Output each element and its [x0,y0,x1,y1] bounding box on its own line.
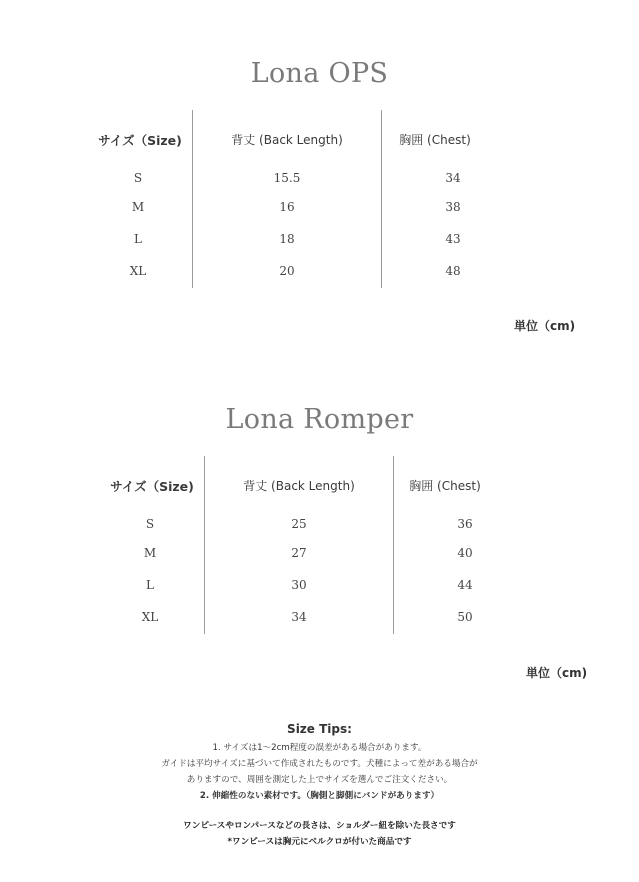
ops-title: Lona OPS [250,58,389,89]
size-tips-line-1: 1. サイズは1～2cm程度の誤差がある場合があります。 [212,743,427,753]
romper-row-m-size: M [143,546,157,560]
ops-row-l-chest: 43 [445,232,461,246]
romper-title: Lona Romper [225,404,414,435]
romper-row-s-back: 25 [291,517,307,531]
romper-row-l-size: L [146,578,154,592]
romper-row-l-back: 30 [291,578,307,592]
ops-header-chest: 胸囲 (Chest) [399,133,471,147]
ops-row-s-back: 15.5 [273,171,301,185]
ops-divider-1 [192,110,193,288]
romper-divider-2 [393,456,394,634]
romper-row-m-chest: 40 [457,546,473,560]
ops-header-back-length: 背丈 (Back Length) [231,133,343,147]
ops-header-size: サイズ（Size) [98,133,182,148]
ops-row-xl-back: 20 [279,264,295,278]
ops-row-xl-chest: 48 [445,264,461,278]
romper-row-xl-size: XL [141,610,159,624]
note-velcro: *ワンピースは胸元にベルクロが付いた商品です [227,837,412,847]
romper-header-chest: 胸囲 (Chest) [409,479,481,493]
romper-unit-label: 単位（cm) [526,666,588,680]
ops-unit-label: 単位（cm) [514,319,576,333]
product-notes [0,818,639,850]
romper-row-s-chest: 36 [457,517,473,531]
ops-row-m-chest: 38 [445,200,461,214]
ops-row-m-back: 16 [279,200,295,214]
ops-row-xl-size: XL [129,264,147,278]
size-tips-line-3: ありますので、周囲を測定した上でサイズを選んでご注文ください。 [186,775,453,785]
ops-row-l-size: L [134,232,142,246]
size-tips-line-4: 2. 伸縮性のない素材です。（胸側と脚側にバンドがあります） [199,791,440,801]
romper-row-m-back: 27 [291,546,307,560]
romper-header-back-length: 背丈 (Back Length) [243,479,355,493]
size-tips-line-2: ガイドは平均サイズに基づいて作成されたものです。犬種によって差がある場合が [161,759,478,769]
romper-divider-1 [204,456,205,634]
romper-header-size: サイズ（Size) [110,479,194,494]
ops-row-s-chest: 34 [445,171,461,185]
ops-row-m-size: M [131,200,145,214]
size-tips-title: Size Tips: [287,722,352,736]
ops-row-s-size: S [133,171,143,185]
romper-row-l-chest: 44 [457,578,473,592]
ops-row-l-back: 18 [279,232,295,246]
romper-row-xl-back: 34 [291,610,307,624]
romper-row-xl-chest: 50 [457,610,473,624]
romper-row-s-size: S [145,517,155,531]
size-tips [0,722,639,804]
note-length: ワンピースやロンパースなどの長さは、ショルダー紐を除いた長さです [183,821,456,831]
ops-divider-2 [381,110,382,288]
